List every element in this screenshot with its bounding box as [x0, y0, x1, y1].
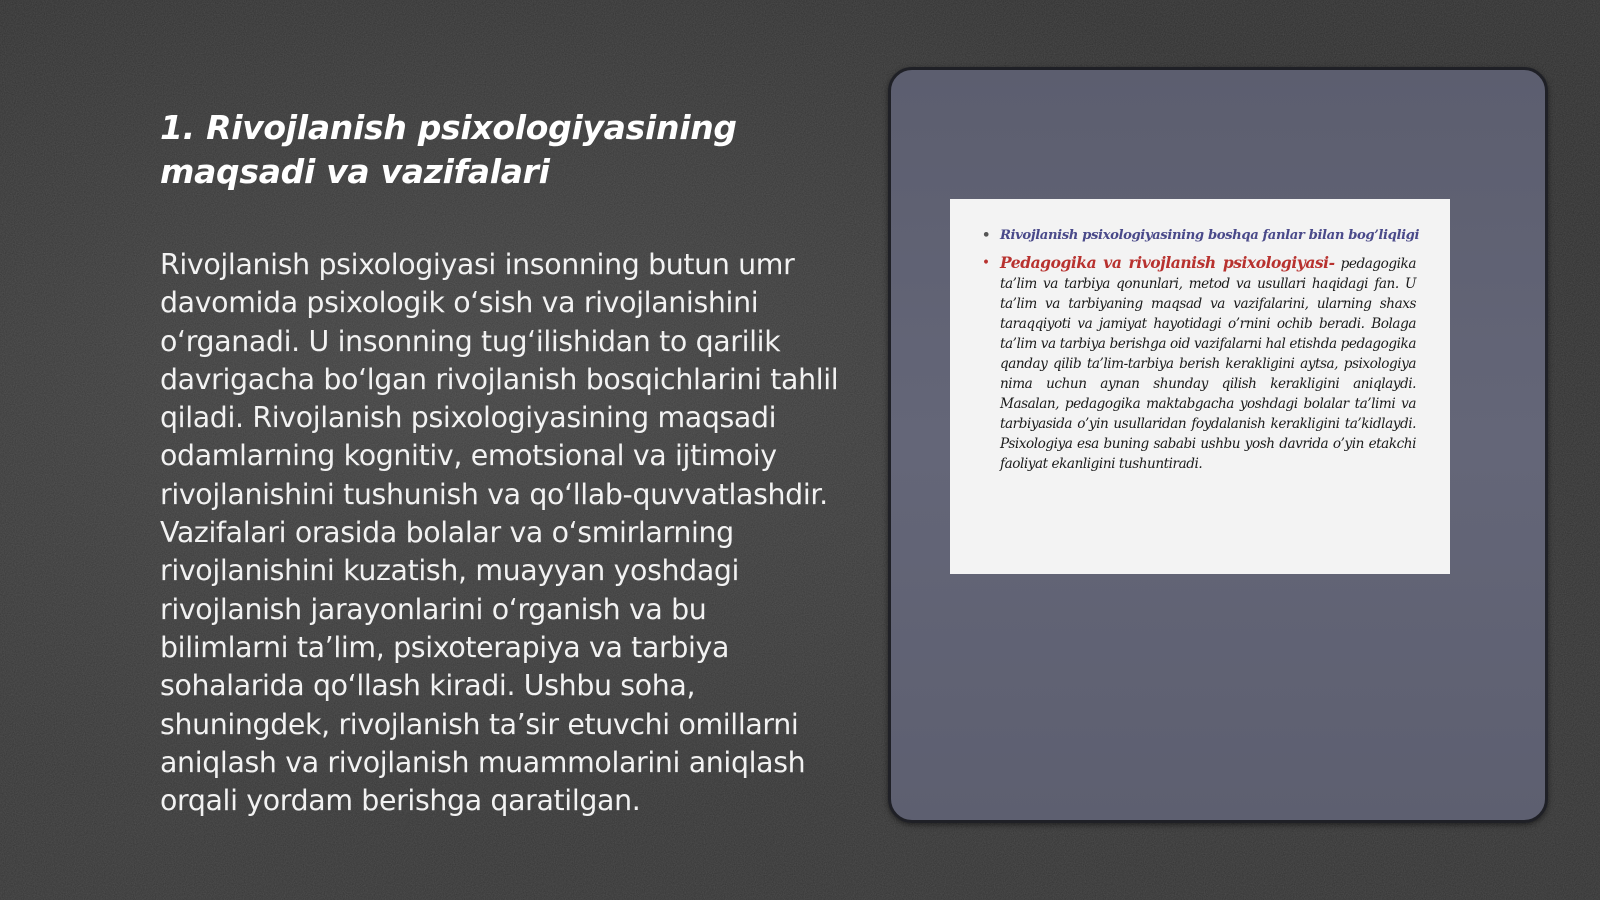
document-list-item	[982, 253, 1416, 474]
slide-title: 1. Rivojlanish psixologiyasining maqsadi va vazifalari	[160, 108, 737, 191]
slide-body-text: Rivojlanish psixologiyasi insonning butun umr davomida psixologik o‘sish va rivojlanishini o‘rganadi. U insonning tug‘ilishidan to qarilik davrigacha bo‘lgan rivojlanish bosqichlarini tahlil qiladi. Rivojlanish psixologiyasining maqsadi odamlarning kognitiv, emotsional va ijtimoiy rivojlanishini tushunish va qo‘llab-quvvatlashdir. Vazifalari orasida bolalar va o‘smirlarning rivojlanishini kuzatish, muayyan yoshdagi rivojlanish jarayonlarini o‘rganish va bu bilimlarni ta’lim, psixoterapiya va tarbiya sohalarida qo‘llash kiradi. Ushbu soha, shuningdek, rivojlanish ta’sir etuvchi omillarni aniqlash va rivojlanish muammolarini aniqlash orqali yordam berishga qaratilgan.	[160, 248, 839, 818]
bullet-icon: •	[982, 228, 991, 243]
document-item-text: pedagogika ta’lim va tarbiya qonunlari, metod va usullari haqidagi fan. U ta’lim va tarbiyaning maqsad va vazifalarini, ularning shaxs taraqqiyoti va jamiyat hayotidagi o’rnini ochib beradi. Bolaga ta’lim va tarbiya berishga oid vazifalarni hal etishda pedagogika qanday qilib ta’lim-tarbiya berish kerakligini aytsa, psixologiya nima uchun aynan shunday qilish kerakligini aniqlaydi. Masalan, pedagogika maktabgacha yoshdagi bolalar ta’limi va tarbiyasida o’yin usullaridan foydalanish kerakligini ta’kidlaydi. Psixologiya esa buning sababi ushbu yosh davrida o’yin etakchi faoliyat ekanligini tushuntiradi.	[1000, 256, 1416, 472]
document-image	[950, 199, 1450, 574]
document-bullet-list	[982, 227, 1420, 474]
bullet-icon: •	[982, 255, 990, 271]
document-heading: Rivojlanish psixologiyasining boshqa fanlar bilan bog’liqligi	[1000, 228, 1420, 243]
document-list-item	[982, 227, 1420, 245]
document-item-lead: Pedagogika va rivojlanish psixologiyasi-	[1000, 253, 1335, 272]
